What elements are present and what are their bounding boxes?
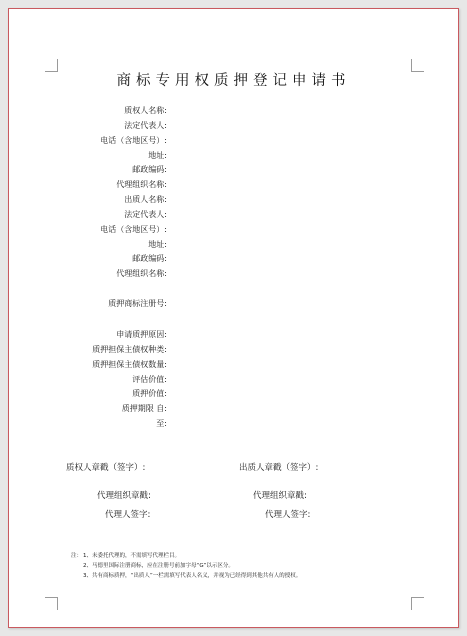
field-pledgor-address: 地址: [148, 240, 167, 249]
field-trademark-reg-no: 质押商标注册号: [108, 299, 167, 308]
field-pledgee-postcode: 邮政编码: [132, 165, 167, 174]
field-debt-type: 质押担保主债权种类: [92, 345, 167, 354]
field-pledgor-legal-rep: 法定代表人: [124, 210, 167, 219]
field-pledgee-legal-rep: 法定代表人: [124, 121, 167, 130]
document-page [8, 8, 459, 628]
field-pledgor-phone: 电话（含地区号）: [100, 225, 167, 234]
pledgor-seal-label: 出质人章戳（签字）: [239, 463, 319, 473]
field-pledgor-name: 出质人名称: [124, 195, 167, 204]
crop-mark-bottom-left [45, 597, 58, 610]
field-pledge-reason: 申请质押原因: [116, 330, 167, 339]
pledgee-seal-label: 质权人章戳（签字）: [66, 463, 146, 473]
field-pledgor-postcode: 邮政编码: [132, 254, 167, 263]
field-pledgee-address: 地址: [148, 151, 167, 160]
field-pledgee-phone: 电话（含地区号）: [100, 136, 167, 145]
notes-block [71, 551, 301, 581]
field-pledge-term-to: 至: [156, 419, 167, 428]
agency-seal-right-label: 代理组织章戳: [253, 491, 307, 501]
note-item: 3、共有商标质押，“出质人”一栏需填写代表人名义，并视为已经得到其他共有人的授权。 [83, 573, 302, 579]
note-item: 1、未委托代理的，不需填写代理栏目。 [83, 553, 181, 559]
field-debt-amount: 质押担保主债权数量: [92, 360, 167, 369]
field-pledgee-name: 质权人名称: [124, 106, 167, 115]
notes-label: 注： [71, 553, 83, 559]
note-item: 2、马德里国际注册商标，应在注册号前加字母“G”以示区分。 [83, 563, 234, 569]
agent-sign-right-label: 代理人签字: [265, 510, 311, 520]
agent-sign-left-label: 代理人签字: [105, 510, 151, 520]
agency-seal-left-label: 代理组织章戳: [97, 491, 151, 501]
field-assessed-value: 评估价值: [132, 375, 167, 384]
field-pledge-term-from: 质押期限 自: [121, 404, 167, 413]
crop-mark-bottom-right [411, 597, 424, 610]
field-pledgor-agency: 代理组织名称: [116, 269, 167, 278]
field-pledgee-agency: 代理组织名称: [116, 180, 167, 189]
field-pledge-value: 质押价值: [132, 389, 167, 398]
document-title: 商标专用权质押登记申请书 [116, 73, 351, 89]
